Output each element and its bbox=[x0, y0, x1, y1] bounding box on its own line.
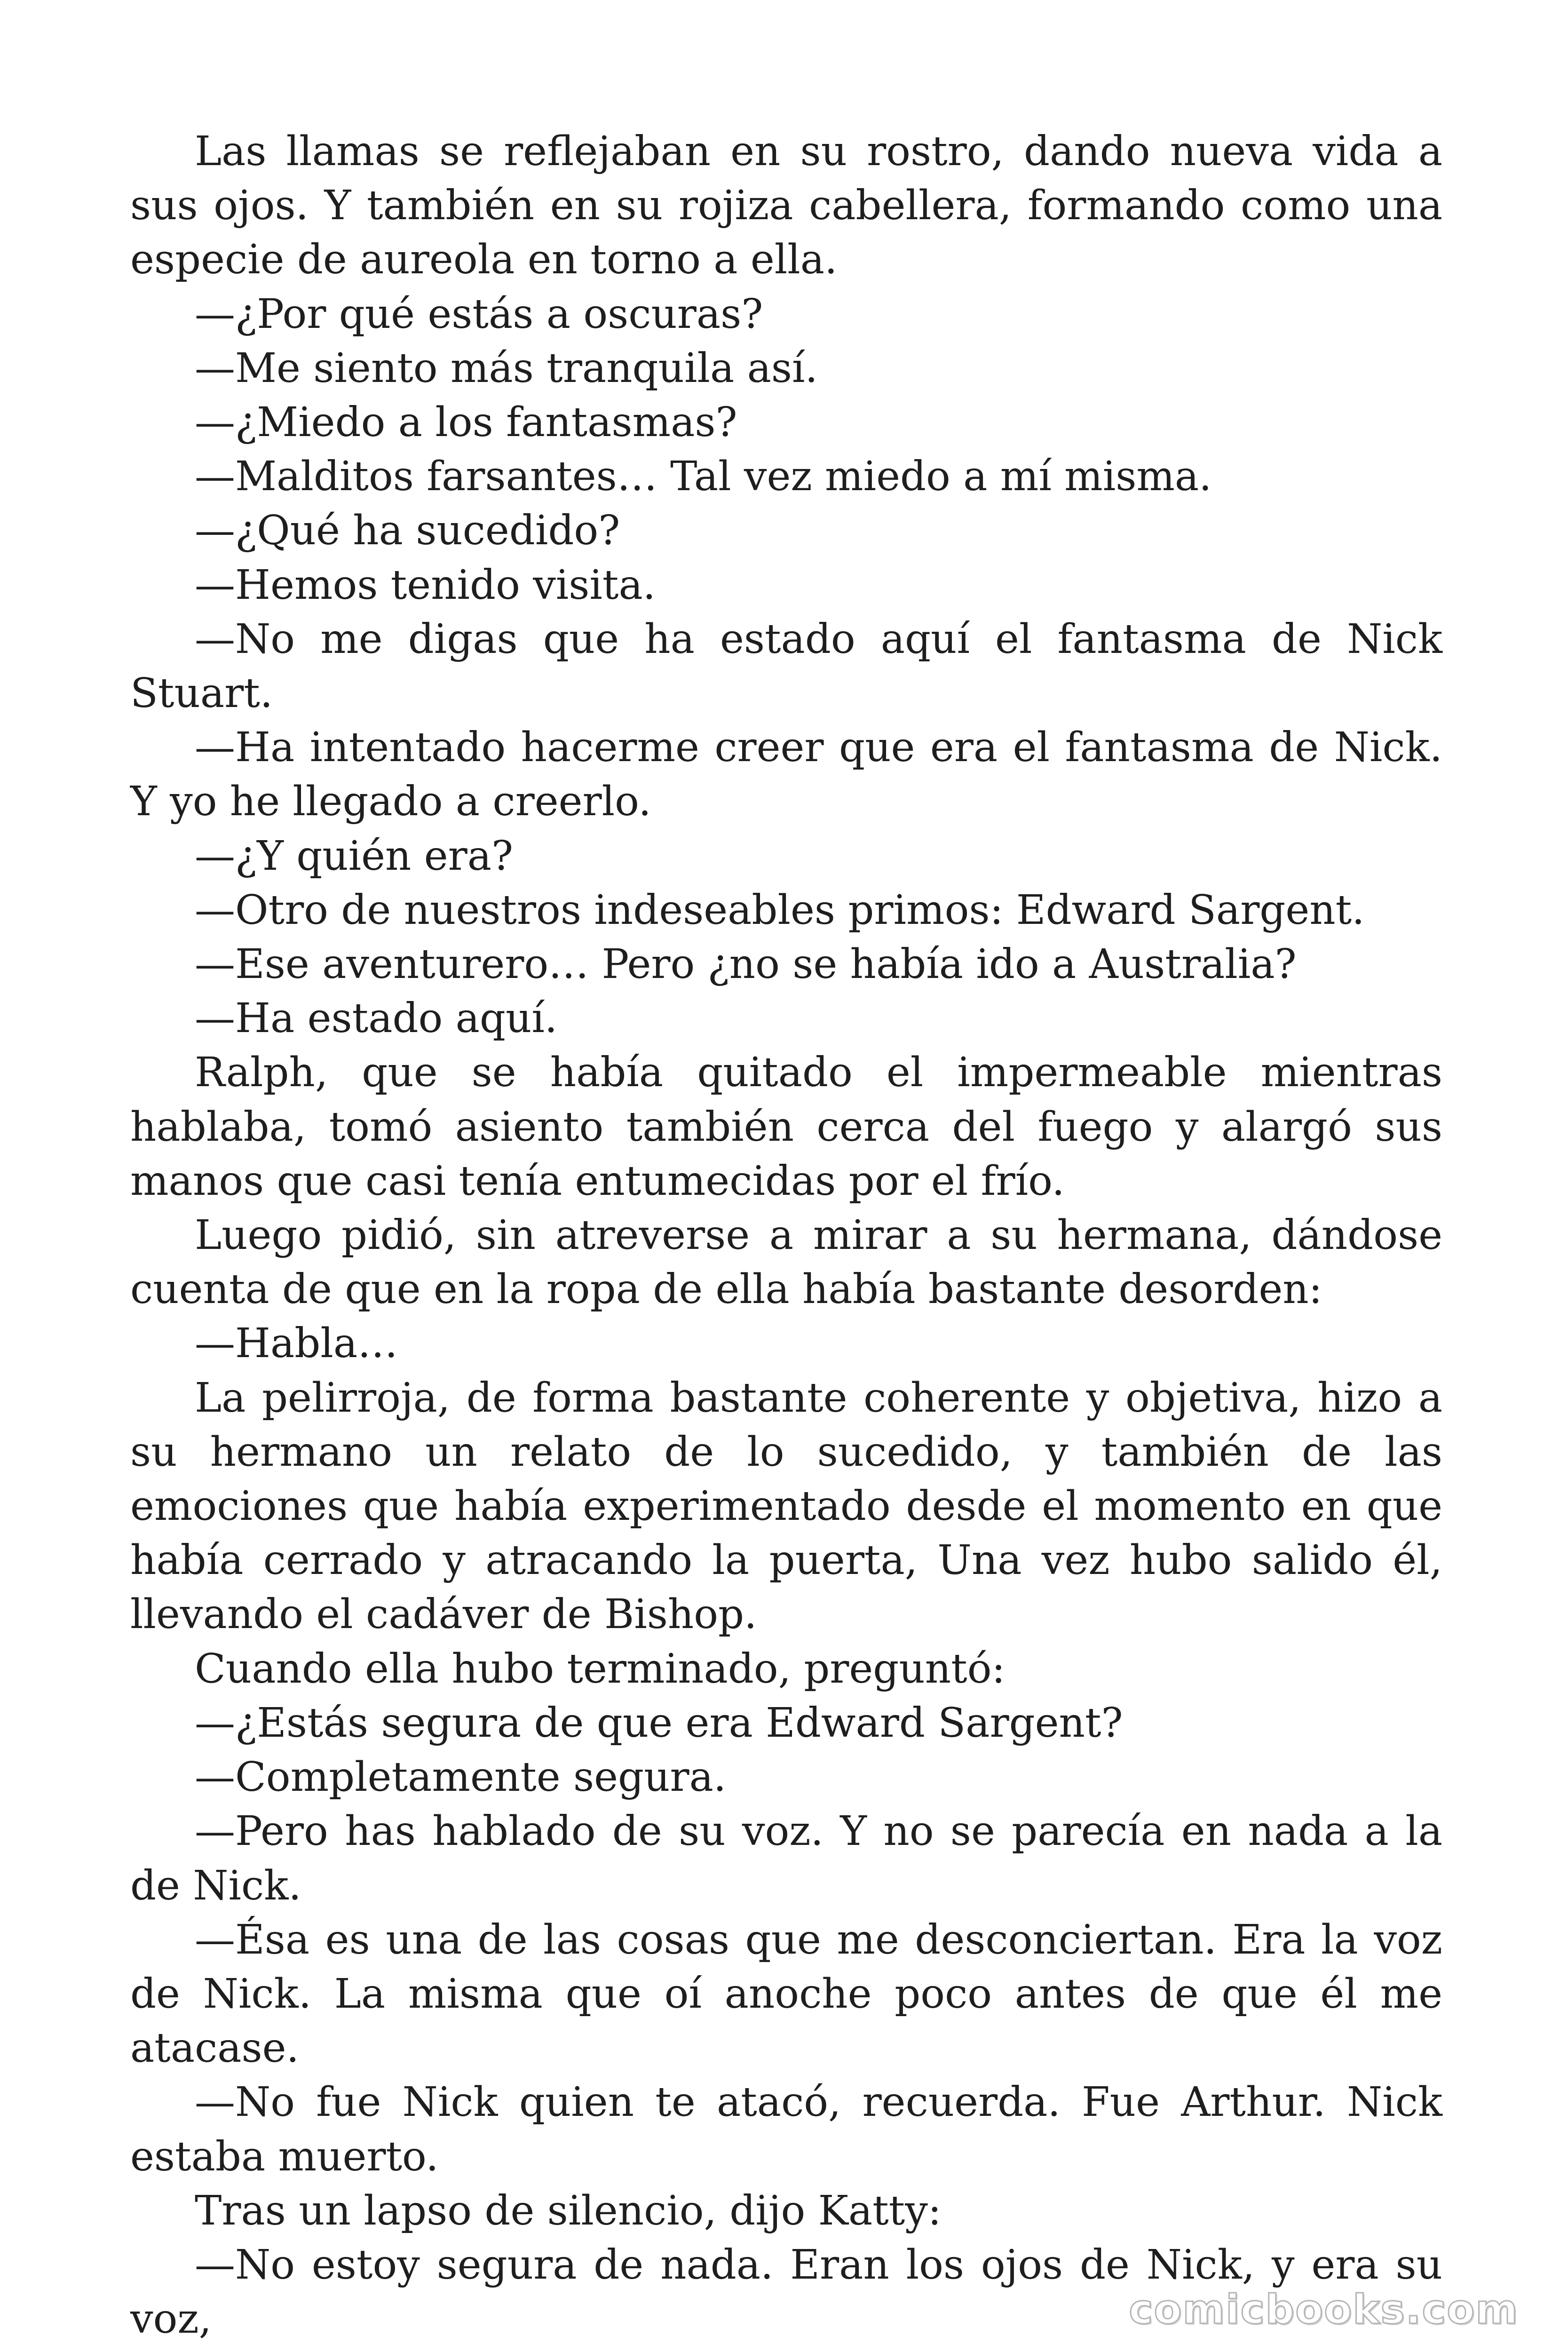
paragraph: —Otro de nuestros indeseables primos: Edward Sargent. bbox=[195, 886, 1365, 934]
paragraph: —Malditos farsantes… Tal vez miedo a mí misma. bbox=[195, 453, 1212, 501]
paragraph: —Habla… bbox=[195, 1320, 398, 1367]
watermark: comicbooks.com bbox=[1129, 2286, 1519, 2333]
paragraph: —¿Qué ha sucedido? bbox=[195, 507, 620, 555]
paragraph: Luego pidió, sin atreverse a mirar a su hermana, dándose cuenta de que en la ropa de ella había bastante desorden: bbox=[130, 1212, 1442, 1313]
paragraph: La pelirroja, de forma bastante coherente y objetiva, hizo a su hermano un relato de lo sucedido, y también de las emociones que había experimentado desde el momento en que había cerrado y atracando la puerta, Una vez hubo salido él, llevando el cadáver de Bishop. bbox=[130, 1374, 1442, 1638]
paragraph: —Me siento más tranquila así. bbox=[195, 344, 818, 392]
paragraph: Tras un lapso de silencio, dijo Katty: bbox=[195, 2187, 942, 2234]
paragraph: —Ese aventurero… Pero ¿no se había ido a Australia? bbox=[195, 941, 1297, 988]
paragraph: —¿Por qué estás a oscuras? bbox=[195, 290, 763, 338]
paragraph: —Pero has hablado de su voz. Y no se parecía en nada a la de Nick. bbox=[130, 1808, 1442, 1909]
paragraph: —Ha estado aquí. bbox=[195, 995, 558, 1042]
paragraph: —Ésa es una de las cosas que me desconciertan. Era la voz de Nick. La misma que oí anoche poco antes de que él me atacase. bbox=[130, 1916, 1442, 2072]
paragraph: —No me digas que ha estado aquí el fantasma de Nick Stuart. bbox=[130, 615, 1442, 717]
paragraph: —Hemos tenido visita. bbox=[195, 561, 656, 609]
page-body bbox=[130, 125, 1442, 2346]
paragraph: —Ha intentado hacerme creer que era el fantasma de Nick. Y yo he llegado a creerlo. bbox=[130, 724, 1442, 826]
paragraph: —Completamente segura. bbox=[195, 1754, 727, 1801]
paragraph: —¿Miedo a los fantasmas? bbox=[195, 399, 737, 446]
paragraph: Cuando ella hubo terminado, preguntó: bbox=[195, 1645, 1006, 1692]
paragraph: —No fue Nick quien te atacó, recuerda. Fue Arthur. Nick estaba muerto. bbox=[130, 2079, 1442, 2180]
paragraph: Ralph, que se había quitado el impermeable mientras hablaba, tomó asiento también cerca del fuego y alargó sus manos que casi tenía entumecidas por el frío. bbox=[130, 1049, 1442, 1205]
paragraph: —¿Y quién era? bbox=[195, 832, 514, 880]
paragraph: Las llamas se reflejaban en su rostro, dando nueva vida a sus ojos. Y también en su rojiza cabellera, formando como una especie de aureola en torno a ella. bbox=[130, 128, 1442, 284]
paragraph: —No estoy segura de nada. Eran los ojos de Nick, y era su voz, bbox=[130, 2241, 1442, 2343]
paragraph: —¿Estás segura de que era Edward Sargent? bbox=[195, 1699, 1123, 1747]
